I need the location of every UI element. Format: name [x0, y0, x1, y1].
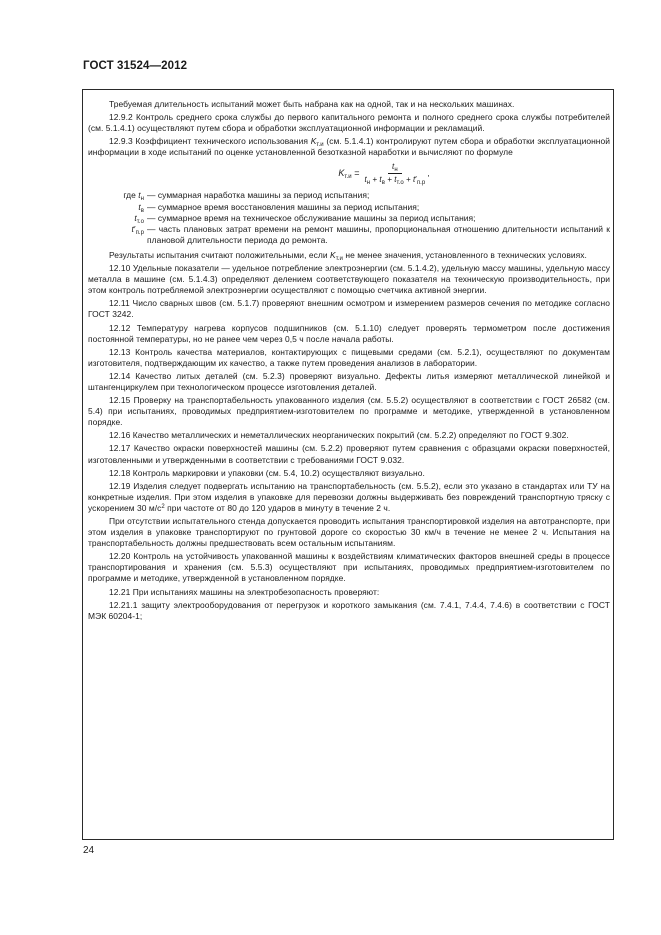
definition-item [88, 190, 610, 201]
paragraph-12-18: 12.18 Контроль маркировки и упаковки (см. 5.4, 10.2) осуществляют визуально. [109, 467, 425, 478]
definition-variable: t [134, 212, 137, 223]
paragraph-12-15: 12.15 Проверку на транспортабельность упакованного изделия (см. 5.5.2) осуществляют в соответствии с ГОСТ 26582 (см. 5.4) при испытаниях, проводимых предприятием-изготовителем по программе и методике, утвержденной в установленном порядке. [88, 395, 610, 428]
paragraph-12-20: 12.20 Контроль на устойчивость упакованной машины к воздействиям климатических факторов внешней среды в процессе транспортирования и хранения (см. 5.5.3) осуществляют при испытаниях, проводимых предприятием-изготовителем по программе и методике, утвержденной в установленном порядке. [88, 551, 610, 584]
definition-symbol [88, 202, 144, 213]
paragraph-12-9-2: 12.9.2 Контроль среднего срока службы до первого капитального ремонта и полного среднего срока службы потребителей (см. 5.1.4.1) осуществляют путем сбора и обработки эксплуатационной информации и рекламаций. [88, 112, 610, 134]
denominator-term [403, 175, 426, 187]
paragraph-results [88, 250, 610, 261]
paragraph-no-stand: При отсутствии испытательного стенда допускается проводить испытания транспортировкой изделия на автотранспорте, при этом изделия в упаковке транспортируют по грунтовой дороге со скоростью 30 км/ч в течение не менее 2 ч. Испытания на транспортабельность должны предшествовать всем остальным испытаниям. [88, 516, 610, 549]
definition-subscript: п.р [135, 229, 144, 236]
paragraph-12-10: 12.10 Удельные показатели — удельное потребление электроэнергии (см. 5.1.4.2), удельную массу машины, удельную массу металла в машине (см. 5.1.4.3) определяют делением соответствующего показателя на техническую производительность, при этом контроль потребляемой электроэнергии осуществляют с помощью счетчика активной энергии. [88, 263, 610, 296]
text-run: (см. 5.1.4.1) контролируют путем сбора и обработки эксплуатационной информации в ходе испытаний по оценке установленной безотказной наработки и вычисляют по формуле [88, 136, 610, 158]
term-symbol: t [364, 175, 367, 185]
paragraph-12-16: 12.16 Качество металлических и неметаллических неорганических покрытий (см. 5.2.2) определяют по ГОСТ 9.302. [109, 430, 569, 441]
paragraph-12-17: 12.17 Качество окраски поверхностей машины (см. 5.2.2) проверяют путем сравнения с образцами окраски поверхностей, изготовленными и утвержденными в соответствии с требованиями ГОСТ 9.032. [88, 443, 610, 465]
page-number: 24 [83, 845, 95, 856]
paragraph-12-19 [88, 481, 610, 514]
symbol-k: K [310, 136, 317, 147]
term-symbol: + t [370, 175, 382, 185]
paragraph-12-13: 12.13 Контроль качества материалов, контактирующих с пищевыми средами (см. 5.2.1), осуществляют по документам изготовителя, подтверждающим их качество, а также путем проведения анализов в лаборатории. [88, 346, 610, 368]
term-symbol: + t [403, 175, 416, 185]
formula-lhs-symbol: K [338, 168, 345, 179]
definition-prime: ′ [133, 223, 136, 234]
paragraph-duration: Требуемая длительность испытаний может быть набрана как на одной, так и на нескольких машинах. [109, 99, 515, 109]
paragraph-12-21-1: 12.21.1 защиту электрооборудования от перегрузок и короткого замыкания (см. 7.4.1, 7.4.4, 7.4.6) в соответствии с ГОСТ МЭК 60204-1; [88, 599, 610, 621]
term-subscript: н [366, 180, 371, 187]
definition-subscript: т.о [136, 218, 144, 225]
text-run: не менее значения, установленного в технических условиях. [342, 249, 587, 260]
formula-fraction [363, 162, 428, 185]
definition-item [88, 202, 610, 213]
definition-subscript: в [140, 207, 144, 214]
symbol-k: K [330, 249, 336, 260]
text-run: при частоте от 80 до 120 ударов в минуту в течение 2 ч. [164, 502, 391, 513]
text-run: Результаты испытания считают положительными, если [109, 249, 331, 260]
superscript: 2 [161, 503, 165, 510]
formula-k-ti [88, 162, 610, 185]
definition-text: — суммарное время восстановления машины за период испытания; [147, 201, 420, 212]
definition-symbol [88, 224, 144, 246]
formula-tail: , [427, 168, 430, 179]
formula-numerator [388, 162, 402, 174]
symbol-subscript: т.и [335, 255, 343, 262]
formula-denominator [363, 174, 428, 185]
definition-subscript: н [140, 196, 144, 203]
paragraph-12-11: 12.11 Число сварных швов (см. 5.1.7) проверяют внешним осмотром и измерением размеров сечения по методике согласно ГОСТ 3242. [88, 298, 610, 320]
text-run: 12.9.3 Коэффициент технического использования [109, 136, 311, 147]
formula-definitions [88, 190, 610, 245]
symbol-subscript: т.и [316, 142, 324, 149]
numerator-subscript: н [394, 167, 398, 174]
term-subscript: п.р [416, 180, 426, 187]
definition-text: — часть плановых затрат времени на ремонт машины, пропорциональная отношению длительности испытаний к плановой длительности периода до ремонта. [147, 223, 610, 245]
term-prime: ′ [415, 175, 417, 185]
definition-text: — суммарное время на техническое обслуживание машины за период испытания; [147, 212, 476, 223]
paragraph-12-12: 12.12 Температуру нагрева корпусов подшипников (см. 5.1.10) следует проверять термометром после достижения постоянной температуры, но не ранее чем через 0,5 ч после начала работы. [88, 322, 610, 344]
definition-prefix: где [123, 190, 139, 201]
term-symbol: + t [384, 175, 397, 185]
denominator-term [384, 175, 404, 187]
document-header: ГОСТ 31524—2012 [83, 60, 188, 72]
term-subscript: т.о [396, 180, 404, 187]
paragraph-12-9-3 [88, 136, 610, 158]
paragraph-12-14: 12.14 Качество литых деталей (см. 5.2.3) проверяют визуально. Дефекты литья измеряют металлической линейкой и штангенциркулем при технологическом процессе изготовления деталей. [88, 370, 610, 392]
definition-variable: t [138, 201, 141, 212]
definition-item [88, 224, 610, 246]
definition-item [88, 213, 610, 224]
formula-lhs [338, 168, 359, 179]
numerator-symbol: t [392, 162, 395, 172]
definition-text: — суммарная наработка машины за период испытания; [147, 190, 370, 201]
document-body [88, 99, 610, 622]
definition-variable: t [138, 190, 141, 201]
definition-symbol [88, 213, 144, 224]
definition-symbol [88, 190, 144, 201]
definition-variable: t [131, 223, 134, 234]
paragraph-12-21: 12.21 При испытаниях машины на электробезопасность проверяют: [109, 586, 380, 597]
formula-lhs-subscript: т.и [344, 174, 352, 181]
denominator-term [370, 175, 385, 187]
term-subscript: в [381, 180, 385, 187]
text-run: 12.19 Изделия следует подвергать испытанию на транспортабельность (см. 5.5.2), если это указано в стандартах или ТУ на конкретные изделия. При этом изделия в упаковке для перевозки должны выдерживать без повреждений транспортную тряску с ускорением 30 м/с [88, 480, 610, 513]
formula-equals: = [351, 168, 360, 179]
